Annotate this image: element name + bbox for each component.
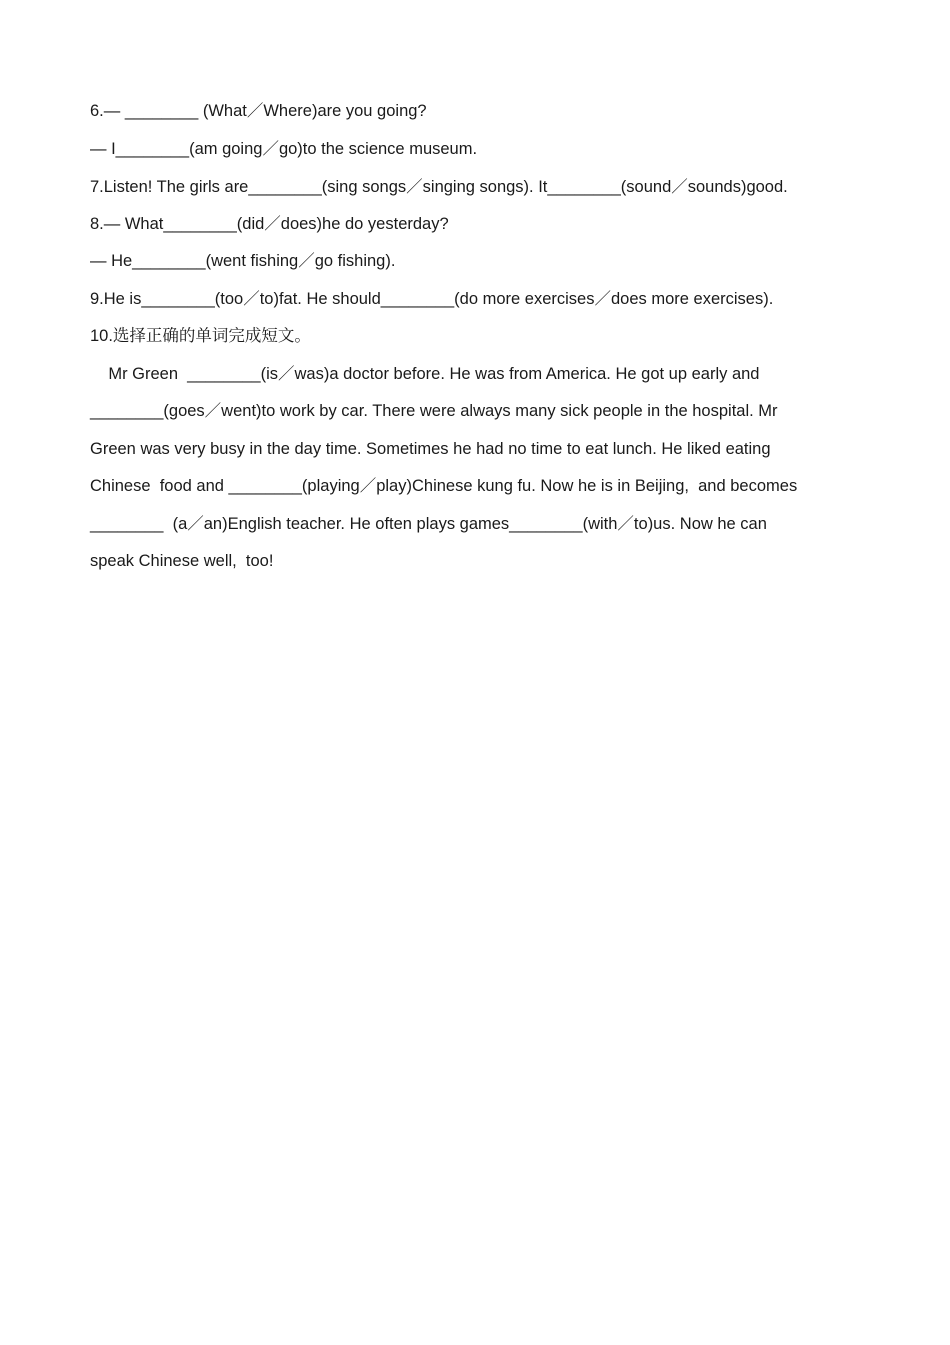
question-6-line-1: 6.— ________ (What／Where)are you going?: [90, 102, 427, 120]
question-8-line-1: 8.— What________(did／does)he do yesterday?: [90, 215, 449, 233]
passage-line-6: speak Chinese well, too!: [90, 552, 274, 570]
passage-line-3: Green was very busy in the day time. Sometimes he had no time to eat lunch. He liked eating: [90, 440, 771, 458]
question-10-heading: 10.选择正确的单词完成短文。: [90, 327, 311, 345]
question-9: 9.He is________(too／to)fat. He should________(do more exercises／does more exercises).: [90, 290, 774, 308]
passage-line-2: ________(goes／went)to work by car. There were always many sick people in the hospital. Mr: [90, 402, 778, 420]
passage-line-4: Chinese food and ________(playing／play)Chinese kung fu. Now he is in Beijing, and becomes: [90, 477, 798, 495]
passage-line-1: Mr Green ________(is／was)a doctor before. He was from America. He got up early and: [90, 365, 760, 383]
question-6-line-2: — I________(am going／go)to the science museum.: [90, 140, 478, 158]
question-7: 7.Listen! The girls are________(sing songs／singing songs). It________(sound／sounds)good.: [90, 178, 788, 196]
passage-line-5: ________ (a／an)English teacher. He often plays games________(with／to)us. Now he can: [90, 515, 767, 533]
question-8-line-2: — He________(went fishing／go fishing).: [90, 252, 396, 270]
